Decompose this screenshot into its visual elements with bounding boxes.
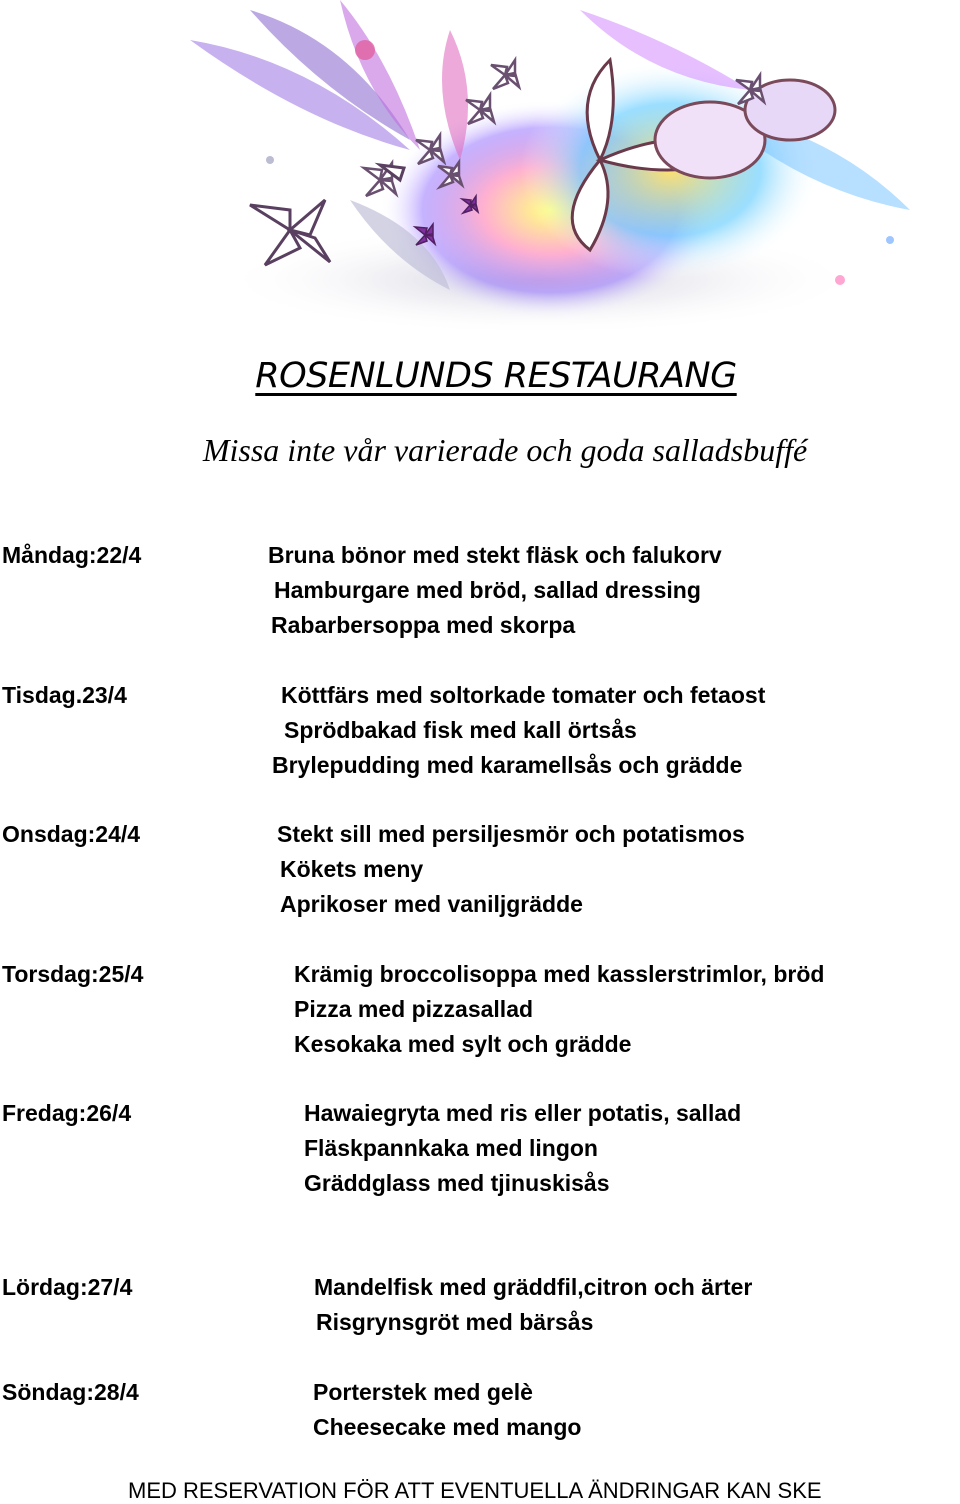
day-label: Söndag:28/4 (2, 1379, 139, 1405)
dish-item: Krämig broccolisoppa med kasslerstrimlor, bröd (294, 961, 825, 987)
dish-item: Kesokaka med sylt och grädde (294, 1031, 632, 1057)
dish-item: Köttfärs med soltorkade tomater och fetaost (281, 682, 766, 708)
dish-item: Brylepudding med karamellsås och grädde (272, 752, 743, 778)
page-subtitle: Missa inte vår varierade och goda salladsbuffé (202, 432, 808, 468)
dish-list (313, 1375, 581, 1445)
dish-item: Gräddglass med tjinuskisås (304, 1170, 610, 1196)
page-title: ROSENLUNDS RESTAURANG (255, 356, 737, 396)
day-label: Torsdag:25/4 (2, 961, 144, 987)
day-label: Lördag:27/4 (2, 1274, 133, 1300)
dish-item: Mandelfisk med gräddfil,citron och ärter (314, 1274, 753, 1300)
dish-item: Aprikoser med vaniljgrädde (280, 891, 583, 917)
dish-item: Bruna bönor med stekt fläsk och falukorv (268, 542, 722, 568)
day-label: Onsdag:24/4 (2, 821, 141, 847)
dish-list (272, 678, 765, 783)
flower-illustration (150, 0, 960, 330)
day-label: Tisdag.23/4 (2, 682, 127, 708)
dish-list (268, 538, 722, 643)
dish-item: Porterstek med gelè (313, 1379, 533, 1405)
dish-item: Cheesecake med mango (313, 1414, 582, 1440)
dish-item: Pizza med pizzasallad (294, 996, 534, 1022)
dish-list (277, 817, 745, 922)
dish-item: Kökets meny (280, 856, 424, 882)
day-label: Fredag:26/4 (2, 1100, 132, 1126)
dish-item: Fläskpannkaka med lingon (304, 1135, 598, 1161)
dish-item: Hamburgare med bröd, sallad dressing (274, 577, 701, 603)
dish-list (294, 957, 824, 1062)
dish-item: Rabarbersoppa med skorpa (271, 612, 576, 638)
reservation-notice: MED RESERVATION FÖR ATT EVENTUELLA ÄNDRINGAR KAN SKE (128, 1478, 822, 1503)
dish-list (314, 1270, 752, 1340)
dish-item: Sprödbakad fisk med kall örtsås (284, 717, 637, 743)
dish-list (304, 1096, 741, 1201)
dish-item: Stekt sill med persiljesmör och potatismos (277, 821, 745, 847)
dish-item: Hawaiegryta med ris eller potatis, sallad (304, 1100, 742, 1126)
dish-item: Risgrynsgröt med bärsås (316, 1309, 594, 1335)
day-label: Måndag:22/4 (2, 542, 142, 568)
